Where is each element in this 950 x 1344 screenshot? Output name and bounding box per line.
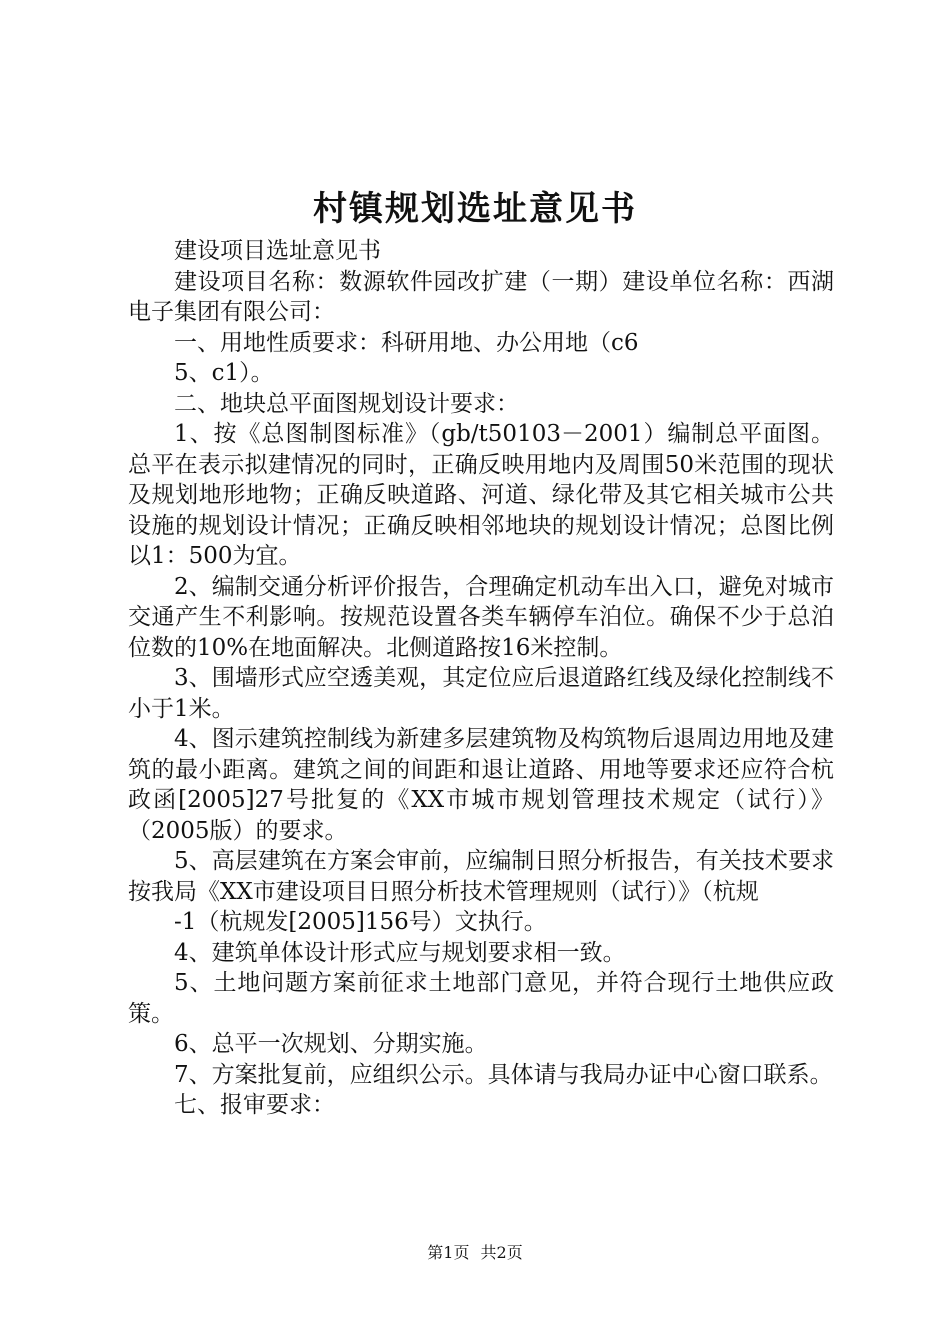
paragraph: 1、按《总图制图标准》（gb/t50103－2001）编制总平面图。总平在表示拟建情况的同时，正确反映用地内及周围50米范围的现状及规划地形地物；正确反映道路、河道、绿化带及其它相关城市公共设施的规划设计情况；正确反映相邻地块的规划设计情况；总图比例以1：500为宜。: [128, 421, 834, 569]
paragraph: 一、用地性质要求：科研用地、办公用地（c6: [174, 329, 639, 356]
paragraph: 3、围墙形式应空透美观，其定位应后退道路红线及绿化控制线不小于1米。: [128, 665, 834, 722]
paragraph: 5、c1）。: [174, 360, 274, 386]
paragraph: 4、建筑单体设计形式应与规划要求相一致。: [174, 939, 626, 966]
page-number: 第1页: [427, 1243, 470, 1262]
paragraph: 7、方案批复前，应组织公示。具体请与我局办证中心窗口联系。: [174, 1061, 833, 1088]
paragraph: 七、报审要求：: [174, 1092, 335, 1118]
paragraph: 5、高层建筑在方案会审前，应编制日照分析报告，有关技术要求按我局《XX市建设项目日照分析技术管理规则（试行）》（杭规: [128, 848, 834, 905]
document-body: [128, 236, 834, 1121]
paragraph: 5、土地问题方案前征求土地部门意见，并符合现行土地供应政策。: [128, 970, 834, 1027]
paragraph: 二、地块总平面图规划设计要求：: [174, 390, 519, 417]
page-footer: [0, 1241, 950, 1265]
document-title: 村镇规划选址意见书: [313, 189, 637, 229]
paragraph: 6、总平一次规划、分期实施。: [174, 1031, 488, 1057]
paragraph: 建设项目名称：数源软件园改扩建（一期）建设单位名称：西湖电子集团有限公司：: [128, 268, 834, 325]
paragraph: -1（杭规发[2005]156号）文执行。: [174, 909, 547, 935]
page-total: 共2页: [480, 1243, 523, 1262]
paragraph: 建设项目选址意见书: [174, 238, 381, 264]
paragraph: 4、图示建筑控制线为新建多层建筑物及构筑物后退周边用地及建筑的最小距离。建筑之间的间距和退让道路、用地等要求还应符合杭政函[2005]27号批复的《XX市城市规划管理技术规定（试行）》（2005版）的要求。: [128, 726, 834, 844]
paragraph: 2、编制交通分析评价报告，合理确定机动车出入口，避免对城市交通产生不利影响。按规范设置各类车辆停车泊位。确保不少于总泊位数的10%在地面解决。北侧道路按16米控制。: [128, 573, 834, 661]
